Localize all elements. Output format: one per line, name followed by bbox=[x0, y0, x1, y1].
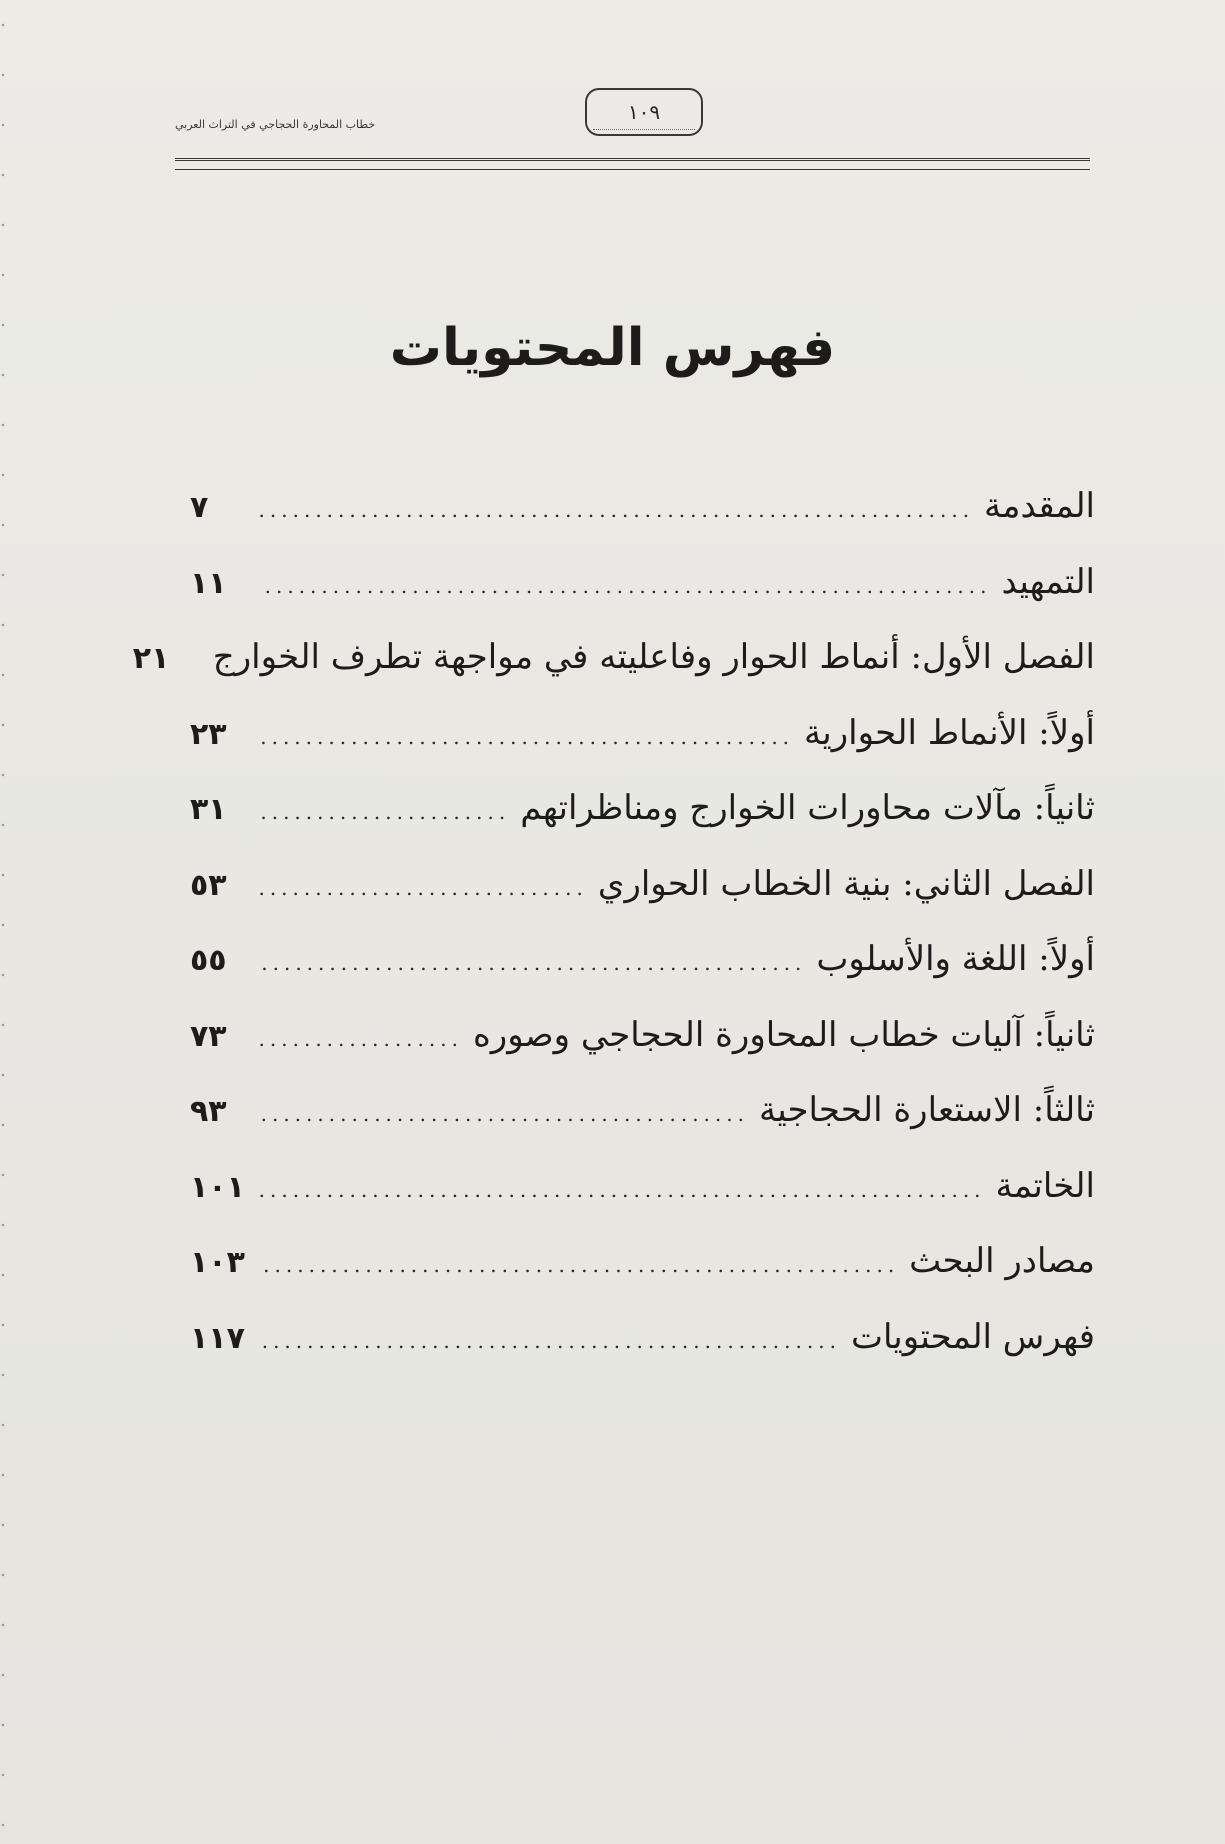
page-number: ١٠٩ bbox=[627, 100, 661, 124]
toc-entry-label: ثانياً: آليات خطاب المحاورة الحجاجي وصوره bbox=[472, 1014, 1095, 1055]
toc-entry-page: ١١ bbox=[190, 565, 227, 601]
toc-entry-page: ٩٣ bbox=[190, 1094, 227, 1129]
toc-entry-label: أولاً: الأنماط الحوارية bbox=[804, 712, 1095, 753]
toc-list bbox=[132, 480, 1095, 1386]
toc-entry-page: ١٠٣ bbox=[190, 1245, 245, 1280]
toc-entry bbox=[190, 556, 1095, 632]
toc-entry-leader-dots bbox=[260, 1239, 899, 1291]
toc-entry-page: ٢١ bbox=[132, 641, 170, 676]
toc-entry bbox=[190, 1235, 1095, 1311]
page-number-underline bbox=[593, 129, 695, 130]
toc-entry-page: ١٠١ bbox=[190, 1169, 245, 1205]
toc-entry-leader-dots bbox=[260, 1315, 841, 1367]
toc-entry-leader-dots bbox=[260, 937, 806, 989]
toc-entry bbox=[190, 858, 1095, 934]
page-number-box bbox=[585, 88, 703, 136]
toc-entry-label: فهرس المحتويات bbox=[850, 1316, 1095, 1357]
toc-entry-page: ٥٥ bbox=[190, 943, 227, 978]
toc-entry-page: ٧٣ bbox=[190, 1018, 227, 1054]
toc-entry bbox=[190, 480, 1095, 556]
toc-entry-leader-dots bbox=[260, 711, 794, 763]
toc-entry-label: الفصل الثاني: بنية الخطاب الحواري bbox=[597, 863, 1095, 904]
toc-entry-leader-dots bbox=[260, 484, 974, 536]
toc-entry bbox=[190, 1084, 1095, 1160]
toc-entry-leader-dots bbox=[260, 1013, 463, 1065]
toc-entry bbox=[190, 1160, 1095, 1236]
toc-entry-leader-dots bbox=[260, 786, 510, 838]
toc-entry bbox=[190, 707, 1095, 783]
toc-entry bbox=[190, 933, 1095, 1009]
toc-entry-label: ثانياً: مآلات محاورات الخوارج ومناظراتهم bbox=[520, 788, 1095, 828]
toc-entry-page: ٧ bbox=[190, 490, 209, 525]
toc-entry-leader-dots bbox=[260, 862, 588, 914]
toc-entry-label: ثالثاً: الاستعارة الحجاجية bbox=[758, 1090, 1095, 1130]
toc-entry bbox=[190, 782, 1095, 858]
toc-entry-leader-dots bbox=[260, 1088, 749, 1140]
toc-entry bbox=[132, 631, 1095, 707]
toc-entry-label: الخاتمة bbox=[995, 1165, 1095, 1206]
toc-entry-page: ٢٣ bbox=[190, 716, 227, 752]
toc-entry-label: مصادر البحث bbox=[909, 1241, 1095, 1281]
toc-entry-page: ٥٣ bbox=[190, 867, 227, 903]
toc-entry-leader-dots bbox=[260, 560, 992, 612]
toc-entry-label: الفصل الأول: أنماط الحوار وفاعليته في مواجهة تطرف الخوارج bbox=[212, 637, 1095, 677]
toc-entry bbox=[190, 1311, 1095, 1387]
toc-entry-label: أولاً: اللغة والأسلوب bbox=[816, 939, 1095, 979]
header-rule bbox=[175, 158, 1090, 170]
toc-entry bbox=[190, 1009, 1095, 1085]
toc-entry-page: ١١٧ bbox=[190, 1320, 245, 1356]
toc-entry-page: ٣١ bbox=[190, 792, 227, 827]
toc-entry-leader-dots bbox=[260, 1164, 986, 1216]
toc-title: فهرس المحتويات bbox=[389, 318, 836, 378]
toc-entry-label: المقدمة bbox=[984, 486, 1095, 526]
page-header bbox=[175, 88, 1090, 148]
page-edge-marks bbox=[0, 0, 6, 1844]
toc-entry-label: التمهيد bbox=[1001, 561, 1095, 602]
running-title: خطاب المحاورة الحجاجي في التراث العربي bbox=[175, 118, 376, 131]
